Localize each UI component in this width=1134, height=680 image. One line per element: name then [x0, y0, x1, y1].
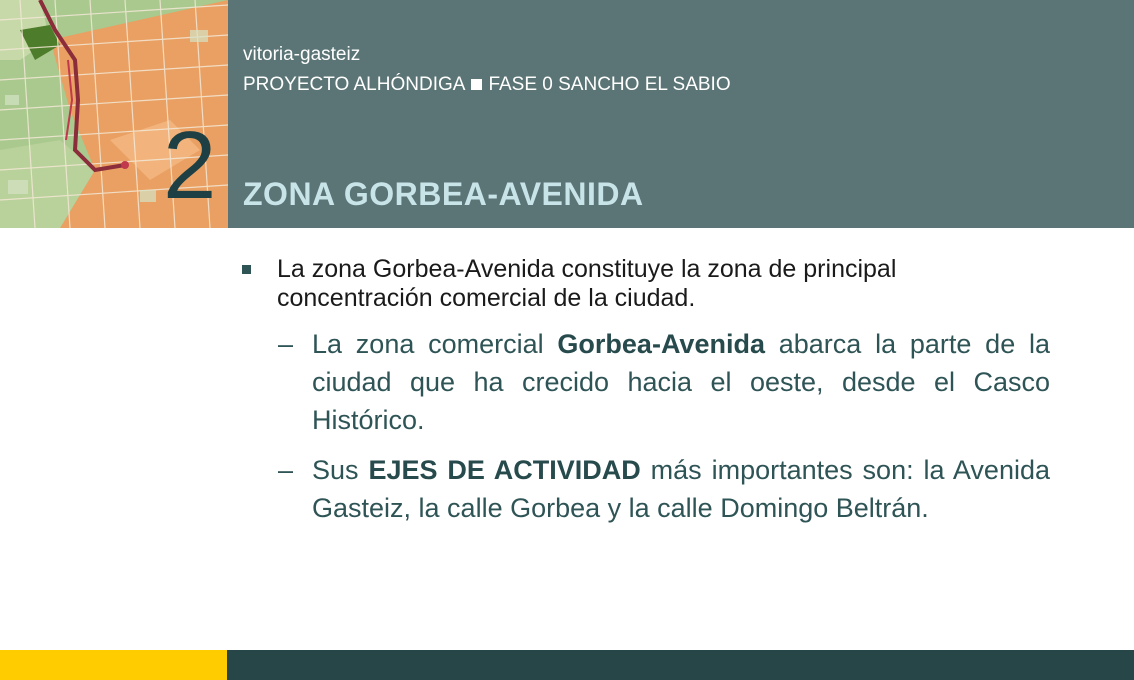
sub-bullet-2	[240, 451, 1050, 527]
sub-bullet-1-pre: La zona comercial	[312, 329, 558, 359]
dash-marker: –	[278, 455, 294, 485]
slide-content	[240, 255, 1050, 527]
main-bullet-text: La zona Gorbea-Avenida constituye la zona de principal concentración comercial de la ciudad.	[277, 255, 897, 312]
square-bullet-icon	[471, 79, 482, 90]
sub-bullet-1-bold: Gorbea-Avenida	[557, 329, 765, 359]
sub-bullet-2-bold: EJES DE ACTIVIDAD	[368, 455, 641, 485]
main-bullet	[240, 255, 1050, 313]
section-number: 2	[163, 112, 217, 219]
project-phase: FASE 0 SANCHO EL SABIO	[488, 74, 731, 95]
city-name: vitoria-gasteiz	[243, 44, 361, 65]
sub-bullet-1	[240, 325, 1050, 439]
dash-marker: –	[278, 329, 294, 359]
footer-bar	[227, 650, 1134, 680]
project-name: PROYECTO ALHÓNDIGA	[243, 74, 466, 95]
section-title: ZONA GORBEA-AVENIDA	[243, 176, 644, 212]
project-line	[243, 74, 731, 96]
sub-bullet-2-post: más importantes son: la Avenida Gasteiz, la calle Gorbea y la calle Domingo Beltrán.	[312, 455, 1050, 523]
sub-bullet-2-pre: Sus	[312, 455, 369, 485]
square-bullet-icon	[242, 265, 251, 274]
footer-accent-yellow	[0, 650, 227, 680]
sub-bullet-1-post: abarca la parte de la ciudad que ha crecido hacia el oeste, desde el Casco Histórico.	[312, 329, 1050, 435]
